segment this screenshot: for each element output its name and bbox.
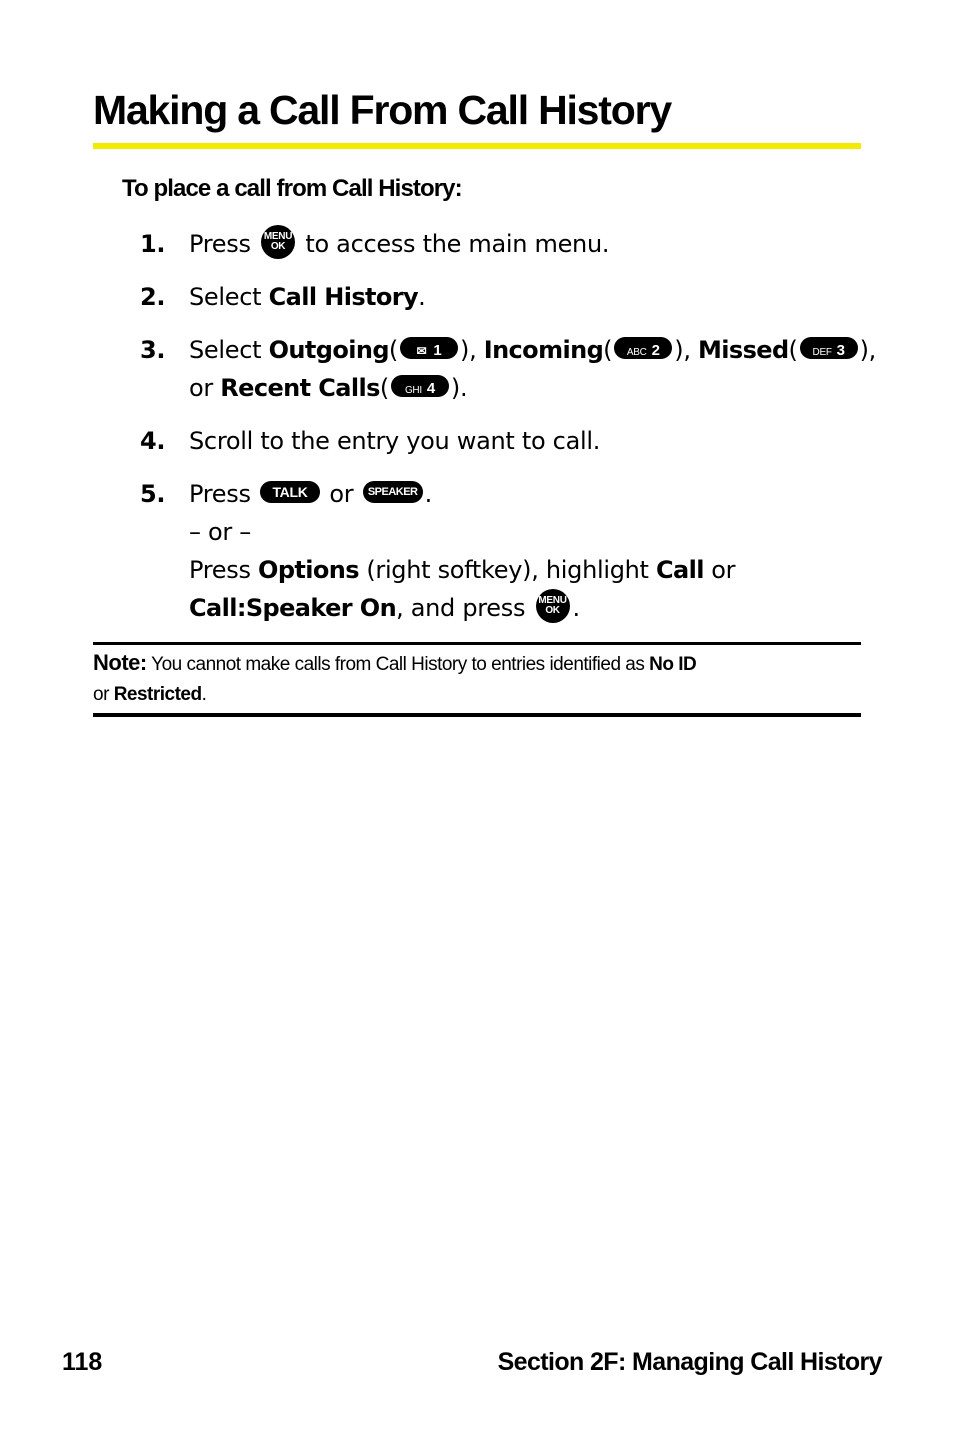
menu-ok-key-icon: MENU OK bbox=[261, 225, 295, 259]
restricted-label: Restricted bbox=[113, 684, 202, 705]
speaker-key-icon: SPEAKER bbox=[363, 481, 423, 503]
key-3-icon: DEF 3 bbox=[800, 337, 858, 359]
page-number: 118 bbox=[62, 1348, 103, 1376]
key-1-icon: ✉ 1 bbox=[400, 337, 458, 359]
step-number: 4. bbox=[140, 427, 166, 455]
note-top-rule bbox=[93, 642, 861, 645]
options-label: Options bbox=[258, 556, 359, 584]
note-box: Note: You cannot make calls from Call History to entries identified as No ID or Restricted. bbox=[93, 650, 697, 705]
menu-ok-key-icon: MENU OK bbox=[536, 589, 570, 623]
title-rule bbox=[93, 143, 861, 149]
step-number: 1. bbox=[140, 230, 166, 258]
step-number: 5. bbox=[140, 480, 166, 508]
no-id-label: No ID bbox=[649, 654, 697, 675]
call-history-label: Call History bbox=[268, 283, 419, 311]
recent-calls-label: Recent Calls bbox=[220, 374, 380, 402]
key-2-icon: ABC 2 bbox=[614, 337, 672, 359]
alt-separator: – or – bbox=[189, 518, 252, 546]
talk-key-icon: TALK bbox=[260, 481, 320, 503]
call-label: Call bbox=[656, 556, 704, 584]
note-label: Note: bbox=[93, 650, 147, 675]
note-text: You cannot make calls from Call History to entries identified as bbox=[151, 654, 645, 675]
step-number: 2. bbox=[140, 283, 166, 311]
outgoing-label: Outgoing bbox=[268, 336, 389, 364]
note-bottom-rule bbox=[93, 713, 861, 717]
key-4-icon: GHI 4 bbox=[391, 375, 449, 397]
incoming-label: Incoming bbox=[483, 336, 604, 364]
envelope-icon: ✉ bbox=[416, 344, 427, 358]
section-title: Section 2F: Managing Call History bbox=[497, 1348, 882, 1376]
missed-label: Missed bbox=[697, 336, 789, 364]
intro-heading: To place a call from Call History: bbox=[122, 175, 462, 202]
step-number: 3. bbox=[140, 336, 166, 364]
call-speaker-on-label: Call:Speaker On bbox=[189, 594, 397, 622]
page-title: Making a Call From Call History bbox=[93, 87, 671, 133]
